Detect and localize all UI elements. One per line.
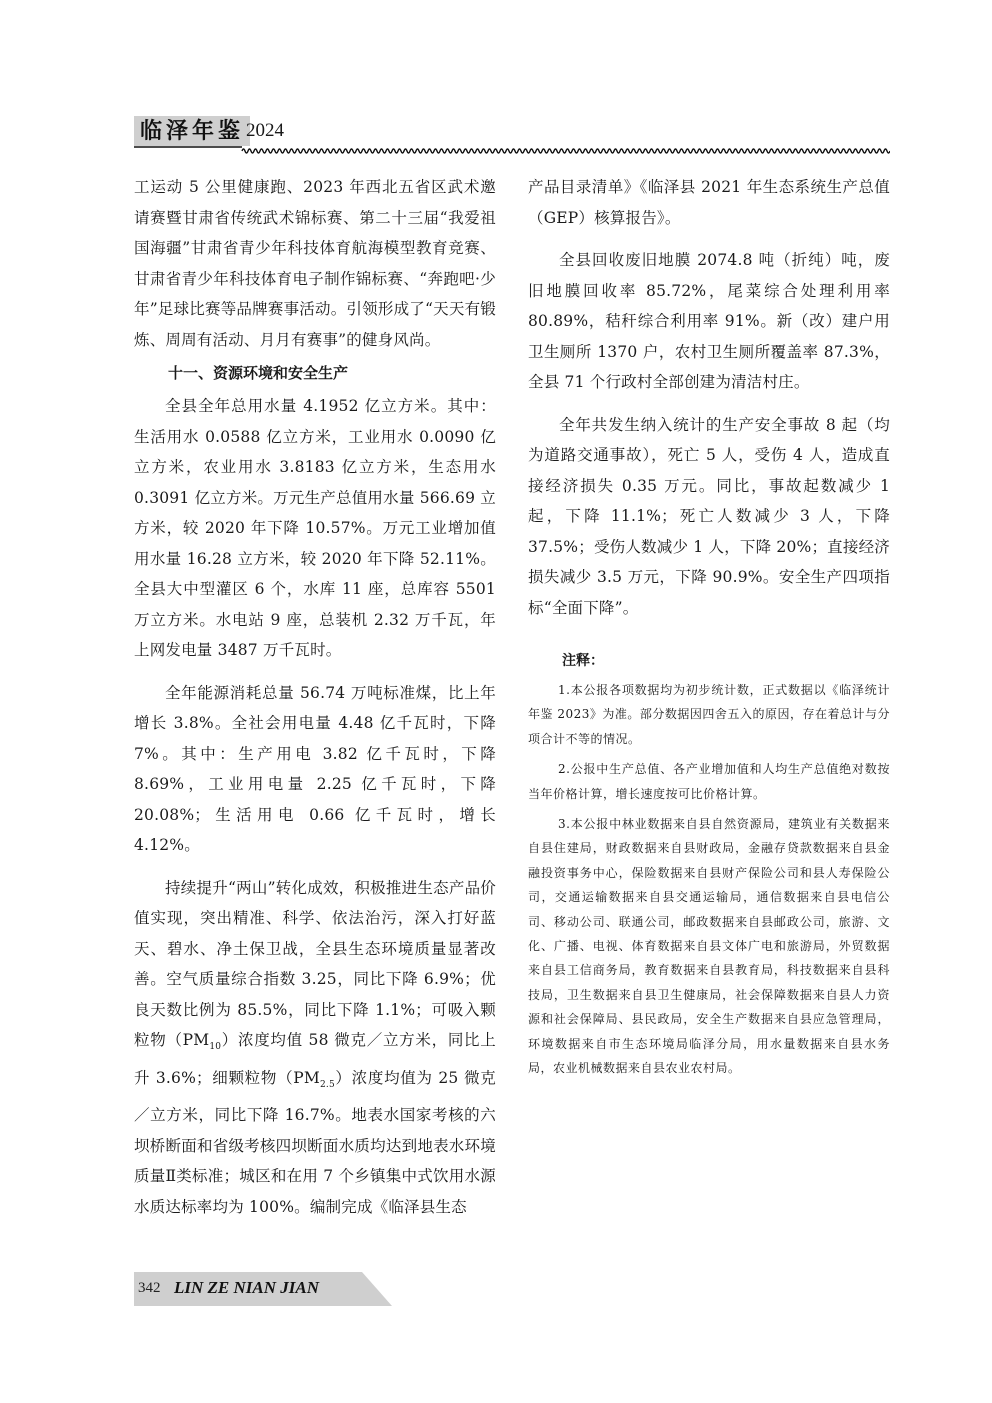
ecology-text-a: 持续提升“两山”转化成效，积极推进生态产品价值实现，突出精准、科学、依法治污，深入打好蓝天、碧水、净土保卫战，全县生态环境质量显著改善。空气质量综合指数 3.25，同比下降 6.9%；优良天数比例为 85.5%，同比下降 1.1%；可吸入颗粒物（PM (134, 878, 496, 1049)
yearbook-logo: 临泽年鉴 (134, 116, 250, 146)
page-footer (134, 1272, 404, 1306)
footer-title: LIN ZE NIAN JIAN (174, 1278, 319, 1297)
paragraph-energy: 全年能源消耗总量 56.74 万吨标准煤，比上年增长 3.8%。全社会用电量 4.48 亿千瓦时，下降 7%。其中：生产用电 3.82 亿千瓦时，下降 8.69%，工业用电量 2.25 亿千瓦时，下降 20.08%；生活用电 0.66 亿千瓦时，增长 4.12%。 (134, 683, 496, 854)
page-header (134, 116, 890, 156)
note-2: 2.公报中生产总值、各产业增加值和人均生产总值绝对数按当年价格计算，增长速度按可比价格计算。 (528, 762, 890, 801)
paragraph-rural-environment: 全县回收废旧地膜 2074.8 吨（折纯）吨，废旧地膜回收率 85.72%，尾菜综合处理利用率 80.89%，秸秆综合利用率 91%。新（改）建户用卫生厕所 1370 户，农村卫生厕所覆盖率 87.3%，全县 71 个行政村全部创建为清洁村庄。 (528, 251, 890, 391)
right-column (528, 172, 890, 623)
ecology-text-b: ）浓度均值 58 微克／立方米，同比上升 3.6%；细颗粒物（PM (134, 1031, 496, 1087)
pm25-subscript: 2.5 (320, 1079, 335, 1090)
note-3: 3.本公报中林业数据来自县自然资源局，建筑业有关数据来自县住建局，财政数据来自县财政局，金融存贷款数据来自县金融投资事务中心，保险数据来自县财产保险公司和县人寿保险公司，交通运输数据来自县交通运输局，通信数据来自县电信公司、移动公司、联通公司，邮政数据来自县邮政公司，旅游、文化、广播、电视、体育数据来自县文体广电和旅游局，外贸数据来自县工信商务局，教育数据来自县教育局，科技数据来自县科技局，卫生数据来自县卫生健康局，社会保障数据来自县人力资源和社会保障局、县民政局，安全生产数据来自县应急管理局，环境数据来自市生态环境局临泽分局，用水量数据来自县水务局，农业机械数据来自县农业农村局。 (528, 817, 890, 1076)
section-heading: 十一、资源环境和安全生产 (168, 364, 349, 382)
ecology-text-c: ）浓度均值为 25 微克／立方米，同比下降 16.7%。地表水国家考核的六坝桥断面和省级考核四坝断面水质均达到地表水环境质量Ⅱ类标准；城区和在用 7 个乡镇集中式饮用水源水质达标率均为 100%。编制完成《临泽县生态 (134, 1068, 497, 1216)
paragraph-gep-report: 产品目录清单》《临泽县 2021 年生态系统生产总值（GEP）核算报告》。 (528, 178, 890, 227)
left-column (134, 172, 496, 1222)
paragraph-sports-events: 工运动 5 公里健康跑、2023 年西北五省区武术邀请赛暨甘肃省传统武术锦标赛、第二十三届“我爱祖国海疆”甘肃省青少年科技体育航海模型教育竞赛、甘肃省青少年科技体育电子制作锦标赛、“奔跑吧·少年”足球比赛等品牌赛事活动。引领形成了“天天有锻炼、周周有活动、月月有赛事”的健身风尚。 (134, 178, 496, 349)
page-number: 342 (138, 1280, 161, 1296)
header-year: 2024 (246, 120, 284, 141)
note-1: 1.本公报各项数据均为初步统计数，正式数据以《临泽统计年鉴 2023》为准。部分数据因四舍五入的原因，存在着总计与分项合计不等的情况。 (528, 683, 890, 746)
paragraph-safety: 全年共发生纳入统计的生产安全事故 8 起（均为道路交通事故），死亡 5 人，受伤 4 人，造成直接经济损失 0.35 万元。同比，事故起数减少 1 起，下降 11.1%；死亡人数减少 3 人，下降 37.5%；受伤人数减少 1 人，下降 20%；直接经济损失减少 3.5 万元，下降 90.9%。安全生产四项指标“全面下降”。 (528, 415, 890, 617)
header-wavy-rule (134, 146, 890, 156)
paragraph-ecology (134, 873, 496, 1223)
paragraph-water-use: 全县全年总用水量 4.1952 亿立方米。其中：生活用水 0.0588 亿立方米，工业用水 0.0090 亿立方米，农业用水 3.8183 亿立方米，生态用水 0.3091 亿立方米。万元生产总值用水量 566.69 立方米，较 2020 年下降 10.57%。万元工业增加值用水量 16.28 立方米，较 2020 年下降 52.11%。全县大中型灌区 6 个，水库 11 座，总库容 5501 万立方米。水电站 9 座，总装机 2.32 万千瓦，年上网发电量 3487 万千瓦时。 (134, 397, 496, 659)
notes-section (528, 650, 890, 1081)
pm10-subscript: 10 (209, 1042, 222, 1053)
notes-title: 注释： (562, 653, 604, 669)
